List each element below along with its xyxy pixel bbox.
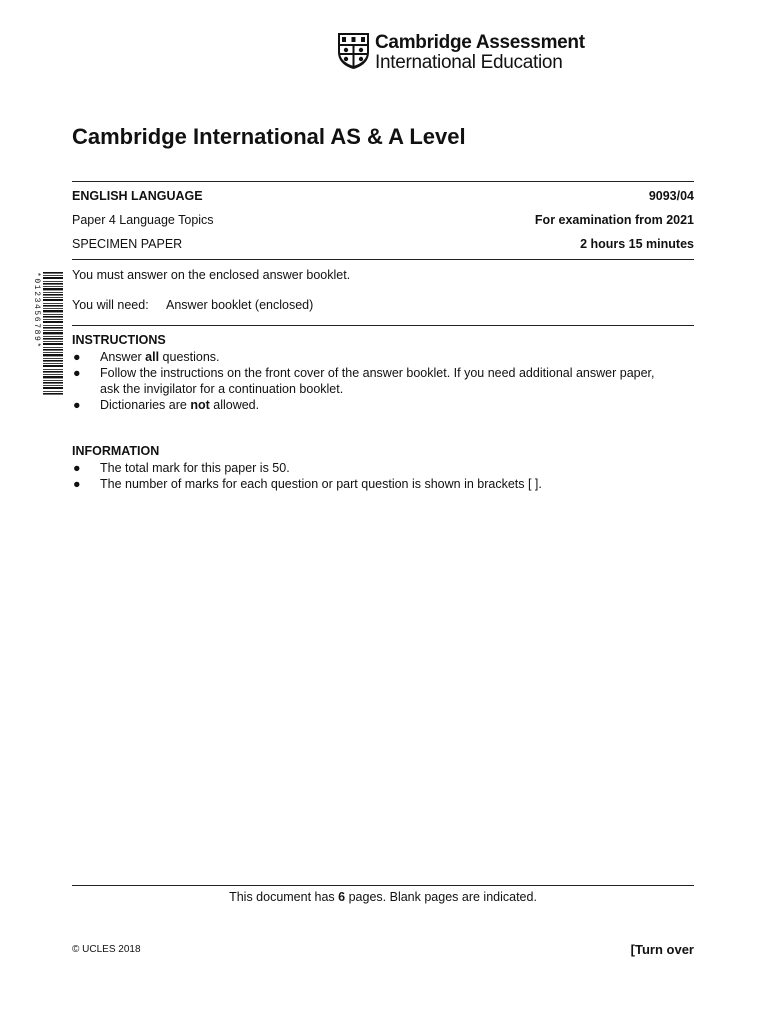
list-item: [72, 349, 694, 365]
instruction-emphasis: not: [190, 398, 210, 412]
logo-line-1: Cambridge Assessment: [375, 32, 585, 53]
page-count-note: [72, 890, 694, 904]
footer-divider: [72, 885, 694, 886]
bullet-icon: ●: [73, 350, 81, 364]
turn-over: [Turn over: [630, 942, 694, 957]
cambridge-logo: [337, 32, 587, 72]
list-item: [72, 476, 694, 492]
svg-text:*0123456789*: *0123456789*: [32, 272, 41, 349]
instruction-text: allowed.: [209, 398, 260, 412]
page-count: 6: [338, 890, 346, 904]
instruction-emphasis: all: [145, 350, 160, 364]
logo-line-2: International Education: [375, 52, 563, 73]
instructions-list: [72, 349, 694, 413]
logo-wordmark: [375, 32, 585, 72]
page-count-text: pages. Blank pages are indicated.: [345, 890, 537, 904]
instruction-text: Follow the instructions on the front cover of the answer booklet. If you need additional answer paper,: [100, 366, 655, 380]
syllabus-code: 9093/04: [648, 189, 694, 203]
paper-type: SPECIMEN PAPER: [72, 237, 183, 251]
information-heading: INFORMATION: [72, 444, 160, 458]
information-text: The total mark for this paper is 50.: [100, 461, 290, 475]
bullet-icon: ●: [73, 477, 81, 491]
page-count-text: This document has: [229, 890, 339, 904]
you-will-need-label: You will need:: [72, 298, 149, 312]
information-text: The number of marks for each question or part question is shown in brackets [ ].: [100, 477, 542, 491]
you-will-need-value: Answer booklet (enclosed): [166, 298, 314, 312]
answer-note: You must answer on the enclosed answer booklet.: [72, 268, 351, 282]
instruction-text: ask the invigilator for a continuation booklet.: [100, 382, 344, 396]
subject-name: ENGLISH LANGUAGE: [72, 189, 203, 203]
list-item-continuation: [72, 381, 694, 397]
document-title: Cambridge International AS & A Level: [72, 124, 466, 149]
instruction-text: questions.: [159, 350, 220, 364]
list-item: [72, 365, 694, 381]
requirements-divider: [72, 325, 694, 326]
cambridge-crest-icon: [337, 32, 370, 70]
instruction-text: Answer: [100, 350, 146, 364]
instruction-text: Dictionaries are: [100, 398, 191, 412]
bullet-icon: ●: [73, 461, 81, 475]
list-item: [72, 397, 694, 413]
title-divider: [72, 181, 694, 182]
barcode-icon: [27, 270, 63, 398]
duration: 2 hours 15 minutes: [580, 237, 694, 251]
copyright: © UCLES 2018: [72, 944, 141, 955]
meta-divider: [72, 259, 694, 260]
exam-from: For examination from 2021: [534, 213, 694, 227]
list-item: [72, 460, 694, 476]
bullet-icon: ●: [73, 398, 81, 412]
bullet-icon: ●: [73, 366, 81, 380]
paper-name: Paper 4 Language Topics: [72, 213, 214, 227]
information-list: [72, 460, 694, 492]
instructions-heading: INSTRUCTIONS: [72, 333, 166, 347]
